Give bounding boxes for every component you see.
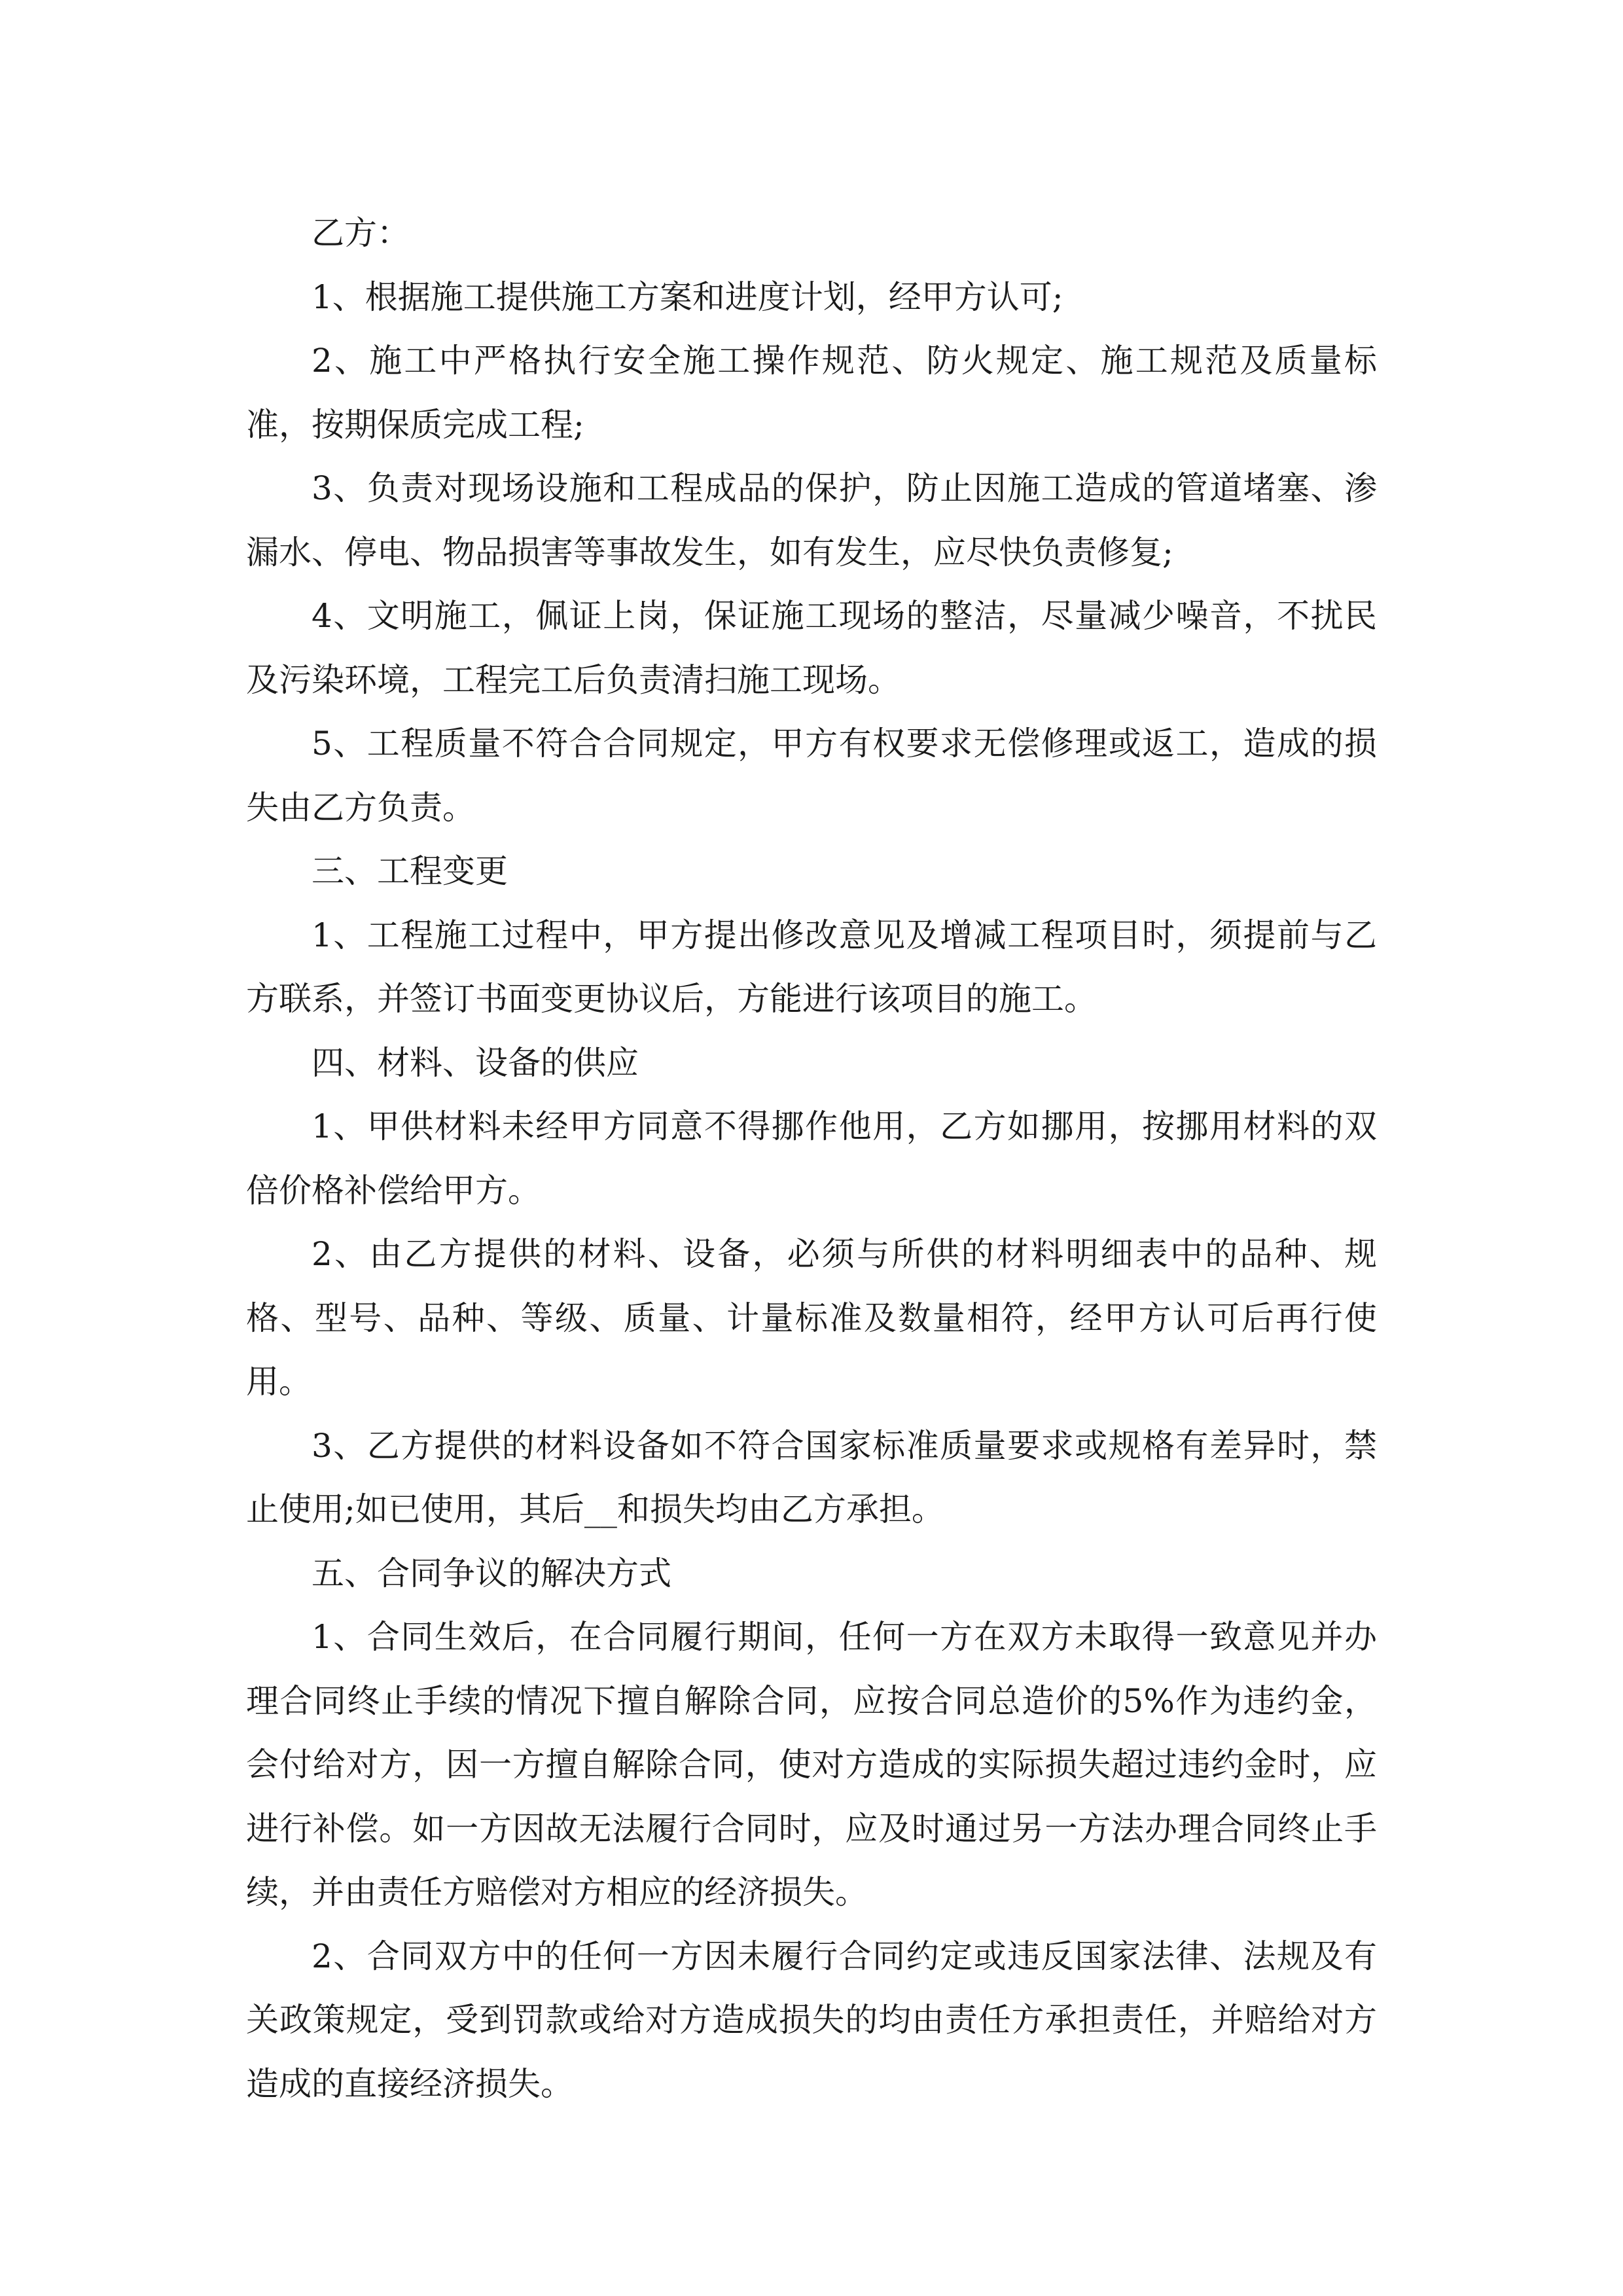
clause-5-1: 1、合同生效后，在合同履行期间，任何一方在双方未取得一致意见并办理合同终止手续的情况下擅自解除合同，应按合同总造价的5%作为违约金，会付给对方，因一方擅自解除合同，使对方造成的实际损失超过违约金时，应进行补偿。如一方因故无法履行合同时，应及时通过另一方法办理合同终止手续，并由责任方赔偿对方相应的经济损失。: [246, 1618, 1377, 1911]
document-body: [246, 202, 1377, 2116]
section-3-heading: 三、工程变更: [312, 852, 508, 890]
party-b-heading: 乙方：: [312, 214, 410, 252]
clause-4-3: 3、乙方提供的材料设备如不符合国家标准质量要求或规格有差异时，禁止使用;如已使用，其后__和损失均由乙方承担。: [246, 1426, 1377, 1528]
clause-b-3: 3、负责对现场设施和工程成品的保护，防止因施工造成的管道堵塞、渗漏水、停电、物品损害等事故发生，如有发生，应尽快负责修复;: [246, 469, 1377, 571]
clause-b-5: 5、工程质量不符合合同规定，甲方有权要求无偿修理或返工，造成的损失由乙方负责。: [246, 725, 1377, 827]
clause-4-1: 1、甲供材料未经甲方同意不得挪作他用，乙方如挪用，按挪用材料的双倍价格补偿给甲方。: [246, 1107, 1377, 1210]
clause-b-1: 1、根据施工提供施工方案和进度计划，经甲方认可;: [312, 278, 1063, 316]
clause-4-2: 2、由乙方提供的材料、设备，必须与所供的材料明细表中的品种、规格、型号、品种、等级、质量、计量标准及数量相符，经甲方认可后再行使用。: [246, 1235, 1377, 1401]
section-5-heading: 五、合同争议的解决方式: [312, 1554, 671, 1592]
clause-b-4: 4、文明施工，佩证上岗，保证施工现场的整洁，尽量减少噪音，不扰民及污染环境，工程完工后负责清扫施工现场。: [246, 597, 1377, 699]
clause-3-1: 1、工程施工过程中，甲方提出修改意见及增减工程项目时，须提前与乙方联系，并签订书面变更协议后，方能进行该项目的施工。: [246, 916, 1377, 1018]
clause-5-2: 2、合同双方中的任何一方因未履行合同约定或违反国家法律、法规及有关政策规定，受到罚款或给对方造成损失的均由责任方承担责任，并赔给对方造成的直接经济损失。: [246, 1937, 1377, 2103]
section-4-heading: 四、材料、设备的供应: [312, 1043, 639, 1082]
clause-b-2: 2、施工中严格执行安全施工操作规范、防火规定、施工规范及质量标准，按期保质完成工程;: [246, 342, 1377, 444]
